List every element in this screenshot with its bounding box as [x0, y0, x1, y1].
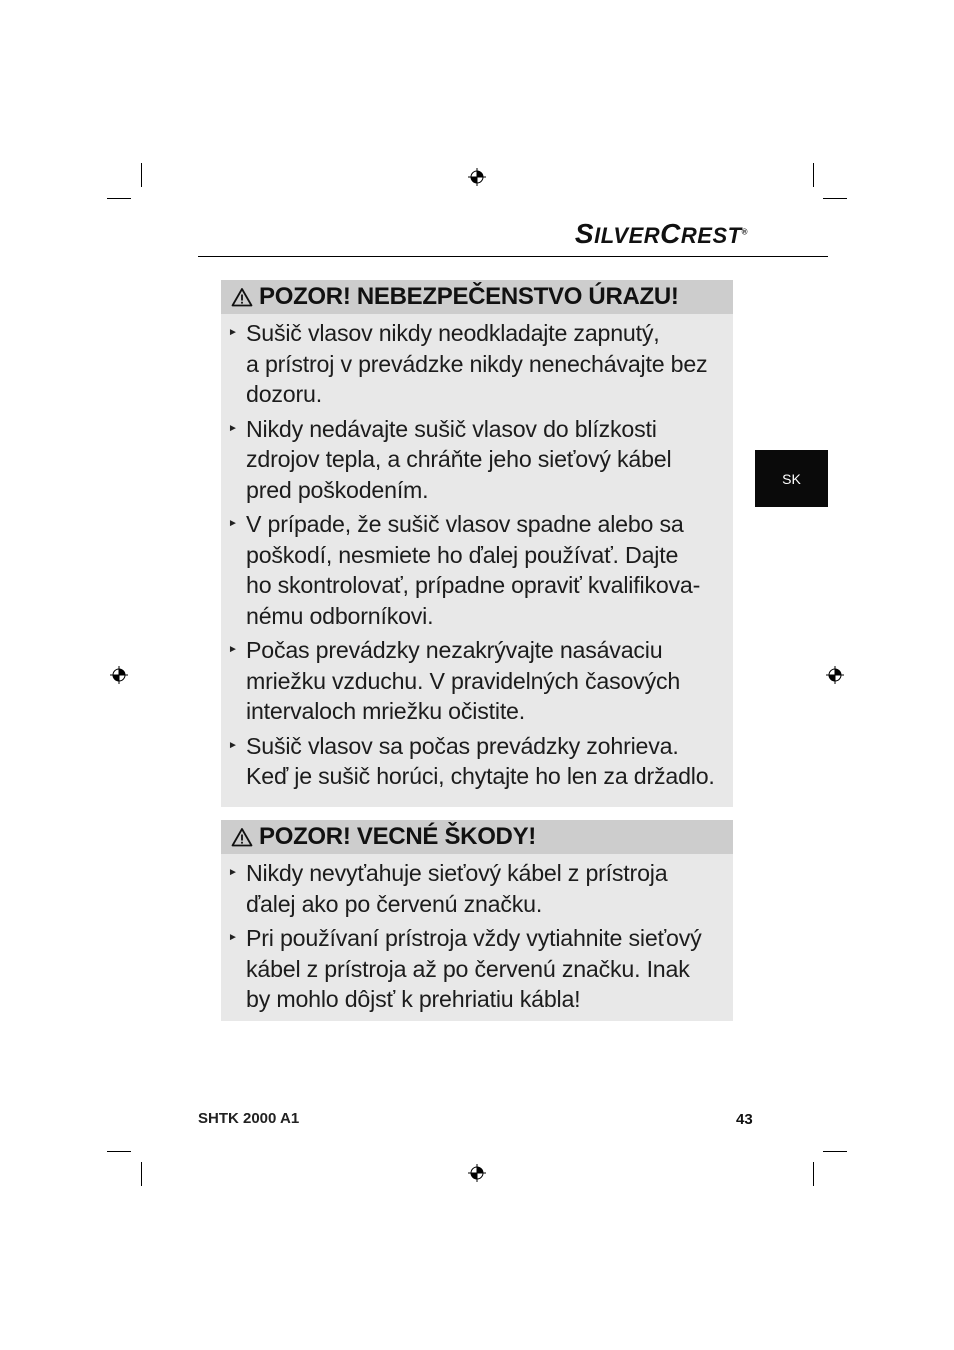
language-tab: SK: [755, 450, 828, 507]
list-item: [227, 509, 727, 631]
text-line: Nikdy nedávajte sušič vlasov do blízkosti: [246, 415, 657, 442]
crop-mark: [813, 1162, 814, 1186]
page-number: 43: [736, 1111, 753, 1128]
crop-mark: [141, 163, 142, 187]
list-item-text: [246, 414, 727, 506]
list-item-text: [246, 923, 727, 1015]
text-line: Počas prevádzky nezakrývajte nasávaciu: [246, 637, 663, 663]
list-item: [227, 923, 727, 1015]
crop-mark: [141, 1162, 142, 1186]
text-line: a prístroj v prevádzke nikdy nenechávajte bez: [246, 350, 708, 377]
list-item-text: [246, 731, 727, 792]
property-damage-list: [221, 854, 733, 1027]
warning-triangle-icon: [231, 827, 253, 847]
text-line: zdrojov tepla, a chráňte jeho sieťový kábel: [246, 446, 672, 472]
triangle-right-icon: ►: [228, 518, 238, 529]
text-line: ďalej ako po červenú značku.: [246, 890, 543, 917]
text-line: Sušič vlasov sa počas prevádzky zohrieva.: [246, 732, 679, 759]
text-line: V prípade, že sušič vlasov spadne alebo sa: [246, 511, 684, 537]
text-line: Keď je sušič horúci, chytajte ho len za držadlo.: [246, 763, 715, 789]
list-item-text: [246, 509, 727, 631]
list-item-text: [246, 858, 727, 919]
list-item-text: [246, 635, 727, 727]
model-number: SHTK 2000 A1: [198, 1110, 300, 1127]
triangle-right-icon: ►: [228, 739, 238, 751]
text-line: Nikdy nevyťahuje sieťový kábel z prístroja: [246, 860, 668, 886]
brand-logo: SILVERCREST®: [574, 218, 748, 249]
text-line: nému odborníkovi.: [246, 602, 434, 629]
list-item: [227, 858, 727, 919]
triangle-right-icon: ►: [228, 327, 238, 338]
crop-mark: [823, 1151, 847, 1152]
crop-mark: [107, 198, 131, 199]
list-item: [227, 635, 727, 727]
triangle-right-icon: ►: [228, 867, 238, 878]
warning-triangle-icon: [231, 287, 253, 307]
text-line: dozoru.: [246, 381, 322, 407]
text-line: mriežku vzduchu. V pravidelných časových: [246, 667, 681, 694]
text-line: Pri používaní prístroja vždy vytiahnite sieťový: [246, 925, 702, 951]
header-rule: [198, 256, 828, 257]
text-line: kábel z prístroja až po červenú značku. Inak: [246, 955, 690, 982]
triangle-right-icon: ►: [228, 422, 238, 434]
registration-mark-icon: [468, 1164, 486, 1182]
text-line: pred poškodením.: [246, 476, 429, 503]
text-line: Sušič vlasov nikdy neodkladajte zapnutý,: [246, 320, 660, 346]
registration-mark-icon: [110, 666, 128, 684]
injury-warning-box: [221, 280, 733, 807]
registration-mark-icon: [468, 168, 486, 186]
section-heading: POZOR! VECNÉ ŠKODY!: [221, 820, 733, 854]
registration-mark-icon: [826, 666, 844, 684]
text-line: by mohlo dôjsť k prehriatiu kábla!: [246, 986, 581, 1012]
section-heading: POZOR! NEBEZPEČENSTVO ÚRAZU!: [221, 280, 733, 314]
text-line: poškodí, nesmiete ho ďalej používať. Dajte: [246, 541, 679, 568]
text-line: intervaloch mriežku očistite.: [246, 698, 525, 724]
list-item: [227, 414, 727, 506]
triangle-right-icon: ►: [228, 644, 238, 655]
text-line: ho skontrolovať, prípadne opraviť kvalifikova-: [246, 572, 701, 598]
list-item-text: [246, 318, 727, 410]
crop-mark: [813, 163, 814, 187]
injury-warning-list: [221, 314, 733, 804]
triangle-right-icon: ►: [228, 932, 238, 943]
list-item: [227, 731, 727, 792]
crop-mark: [107, 1151, 131, 1152]
property-damage-box: [221, 820, 733, 1021]
list-item: [227, 318, 727, 410]
crop-mark: [823, 198, 847, 199]
